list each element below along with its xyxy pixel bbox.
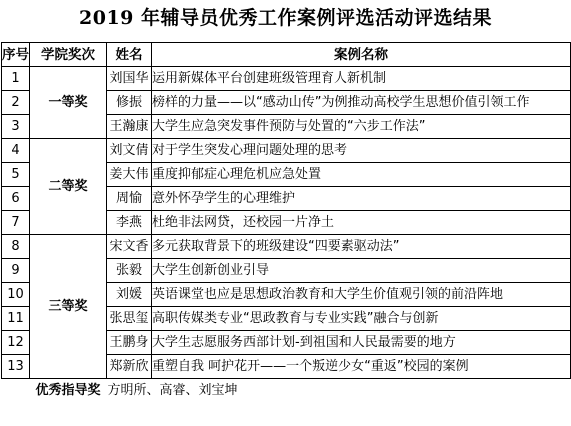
row-seq: 2 bbox=[2, 91, 30, 115]
row-seq: 8 bbox=[2, 235, 30, 259]
row-seq: 10 bbox=[2, 283, 30, 307]
row-seq: 4 bbox=[2, 139, 30, 163]
row-case: 意外怀孕学生的心理维护 bbox=[152, 187, 571, 211]
mentor-row bbox=[2, 379, 571, 403]
table-row bbox=[2, 235, 571, 259]
row-case: 大学生应急突发事件预防与处置的“六步工作法” bbox=[152, 115, 571, 139]
table-row bbox=[2, 139, 571, 163]
row-name: 李燕 bbox=[107, 211, 152, 235]
row-seq: 1 bbox=[2, 67, 30, 91]
row-seq: 5 bbox=[2, 163, 30, 187]
row-case: 运用新媒体平台创建班级管理育人新机制 bbox=[152, 67, 571, 91]
row-case: 高职传媒类专业“思政教育与专业实践”融合与创新 bbox=[152, 307, 571, 331]
row-name: 刘媛 bbox=[107, 283, 152, 307]
page-title: 2019 年辅导员优秀工作案例评选活动评选结果 bbox=[79, 7, 492, 29]
header-award: 学院奖次 bbox=[30, 43, 107, 67]
row-case: 杜绝非法网贷，还校园一片净土 bbox=[152, 211, 571, 235]
header-name: 姓名 bbox=[107, 43, 152, 67]
award-second: 二等奖 bbox=[30, 139, 107, 235]
row-case: 英语课堂也应是思想政治教育和大学生价值观引领的前沿阵地 bbox=[152, 283, 571, 307]
row-name: 周愉 bbox=[107, 187, 152, 211]
table-row bbox=[2, 67, 571, 91]
row-seq: 6 bbox=[2, 187, 30, 211]
header-case: 案例名称 bbox=[152, 43, 571, 67]
row-seq: 7 bbox=[2, 211, 30, 235]
row-seq: 9 bbox=[2, 259, 30, 283]
row-name: 王瀚康 bbox=[107, 115, 152, 139]
row-name: 郑新欣 bbox=[107, 355, 152, 379]
row-name: 张思玺 bbox=[107, 307, 152, 331]
row-name: 修振 bbox=[107, 91, 152, 115]
row-name: 刘国华 bbox=[107, 67, 152, 91]
award-first: 一等奖 bbox=[30, 67, 107, 139]
table-header-row bbox=[2, 43, 571, 67]
mentor-spacer bbox=[2, 379, 30, 403]
row-case: 多元获取背景下的班级建设“四要素驱动法” bbox=[152, 235, 571, 259]
row-seq: 11 bbox=[2, 307, 30, 331]
row-seq: 13 bbox=[2, 355, 30, 379]
row-case: 重塑自我 呵护花开——一个叛逆少女“重返”校园的案例 bbox=[152, 355, 571, 379]
row-name: 王鹏身 bbox=[107, 331, 152, 355]
mentor-names-text: 方明所、高睿、刘宝坤 bbox=[107, 382, 238, 398]
row-seq: 12 bbox=[2, 331, 30, 355]
mentor-names bbox=[107, 379, 571, 403]
award-third: 三等奖 bbox=[30, 235, 107, 379]
header-seq: 序号 bbox=[2, 43, 30, 67]
row-name: 刘文倩 bbox=[107, 139, 152, 163]
row-seq: 3 bbox=[2, 115, 30, 139]
row-case: 榜样的力量——以“感动山传”为例推动高校学生思想价值引领工作 bbox=[152, 91, 571, 115]
row-name: 宋文香 bbox=[107, 235, 152, 259]
row-case: 大学生志愿服务西部计划-到祖国和人民最需要的地方 bbox=[152, 331, 571, 355]
row-name: 姜大伟 bbox=[107, 163, 152, 187]
results-table bbox=[1, 42, 571, 402]
row-case: 对于学生突发心理问题处理的思考 bbox=[152, 139, 571, 163]
mentor-award-label: 优秀指导奖 bbox=[35, 382, 101, 398]
row-case: 重度抑郁症心理危机应急处置 bbox=[152, 163, 571, 187]
row-case: 大学生创新创业引导 bbox=[152, 259, 571, 283]
row-name: 张毅 bbox=[107, 259, 152, 283]
